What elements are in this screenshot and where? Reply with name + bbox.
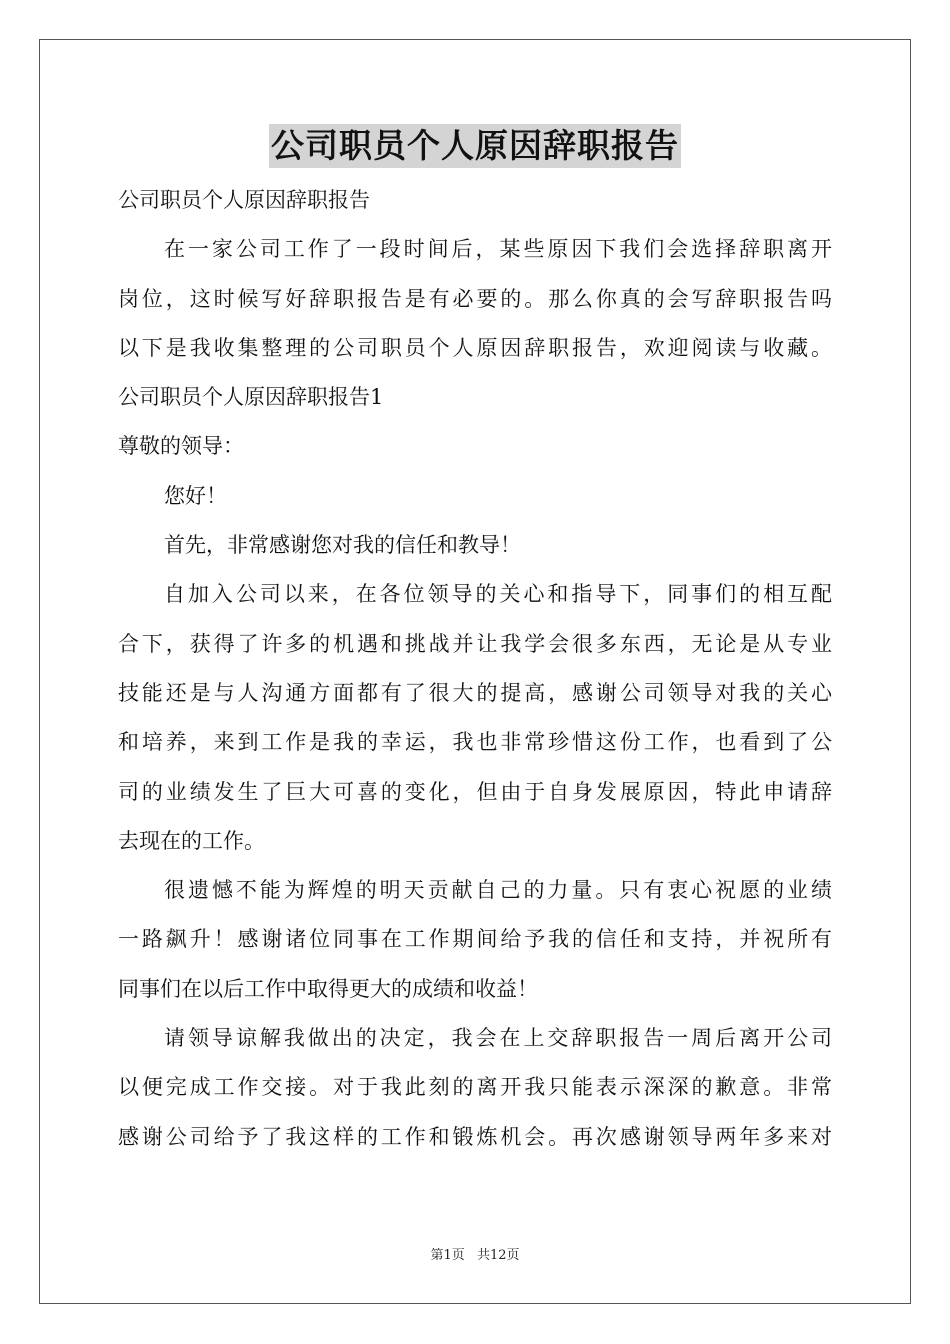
text-line bbox=[118, 965, 832, 1014]
document-body bbox=[118, 176, 832, 1162]
page-total: 共12页 bbox=[476, 1248, 520, 1263]
text-line-content: 公司职员个人原因辞职报告1 bbox=[118, 385, 384, 410]
text-line-content: 一路飙升！感谢诸位同事在工作期间给予我的信任和支持，并祝所有 bbox=[118, 927, 832, 952]
text-line-content: 去现在的工作。 bbox=[118, 828, 265, 853]
text-line bbox=[118, 1063, 832, 1112]
text-line-content: 请领导谅解我做出的决定，我会在上交辞职报告一周后离开公司 bbox=[164, 1026, 832, 1051]
title-container bbox=[0, 124, 950, 168]
page-footer bbox=[0, 1244, 950, 1263]
text-line bbox=[118, 915, 832, 964]
text-line bbox=[118, 521, 832, 570]
text-line-content: 自加入公司以来，在各位领导的关心和指导下，同事们的相互配 bbox=[164, 582, 832, 607]
text-line-content: 同事们在以后工作中取得更大的成绩和收益！ bbox=[118, 976, 538, 1001]
text-line bbox=[118, 472, 832, 521]
text-line bbox=[118, 620, 832, 669]
document-title: 公司职员个人原因辞职报告 bbox=[269, 124, 681, 168]
text-line-content: 司的业绩发生了巨大可喜的变化，但由于自身发展原因，特此申请辞 bbox=[118, 779, 832, 804]
text-line-content: 岗位，这时候写好辞职报告是有必要的。那么你真的会写辞职报告吗 bbox=[118, 286, 832, 311]
text-line bbox=[118, 1014, 832, 1063]
text-line bbox=[118, 324, 832, 373]
text-line-content: 以便完成工作交接。对于我此刻的离开我只能表示深深的歉意。非常 bbox=[118, 1075, 832, 1100]
text-line-content: 您好！ bbox=[164, 483, 227, 508]
text-line-content: 尊敬的领导： bbox=[118, 434, 244, 459]
text-line bbox=[118, 275, 832, 324]
text-line bbox=[118, 373, 832, 422]
text-line-content: 合下，获得了许多的机遇和挑战并让我学会很多东西，无论是从专业 bbox=[118, 631, 832, 656]
page-number: 第1页 bbox=[430, 1248, 465, 1263]
text-line-content: 感谢公司给予了我这样的工作和锻炼机会。再次感谢领导两年多来对 bbox=[118, 1124, 832, 1149]
text-line-content: 技能还是与人沟通方面都有了很大的提高，感谢公司领导对我的关心 bbox=[118, 680, 832, 705]
text-line-content: 在一家公司工作了一段时间后，某些原因下我们会选择辞职离开 bbox=[164, 237, 832, 262]
text-line bbox=[118, 768, 832, 817]
text-line bbox=[118, 176, 832, 225]
text-line-content: 以下是我收集整理的公司职员个人原因辞职报告，欢迎阅读与收藏。 bbox=[118, 335, 832, 360]
text-line-content: 首先，非常感谢您对我的信任和教导！ bbox=[164, 533, 521, 558]
text-line bbox=[118, 422, 832, 471]
text-line bbox=[118, 669, 832, 718]
text-line bbox=[118, 1113, 832, 1162]
text-line-content: 和培养，来到工作是我的幸运，我也非常珍惜这份工作，也看到了公 bbox=[118, 730, 832, 755]
text-line-content: 公司职员个人原因辞职报告 bbox=[118, 188, 370, 212]
text-line bbox=[118, 718, 832, 767]
text-line bbox=[118, 225, 832, 274]
text-line-content: 很遗憾不能为辉煌的明天贡献自己的力量。只有衷心祝愿的业绩 bbox=[164, 878, 832, 903]
text-line bbox=[118, 570, 832, 619]
text-line bbox=[118, 817, 832, 866]
text-line bbox=[118, 866, 832, 915]
